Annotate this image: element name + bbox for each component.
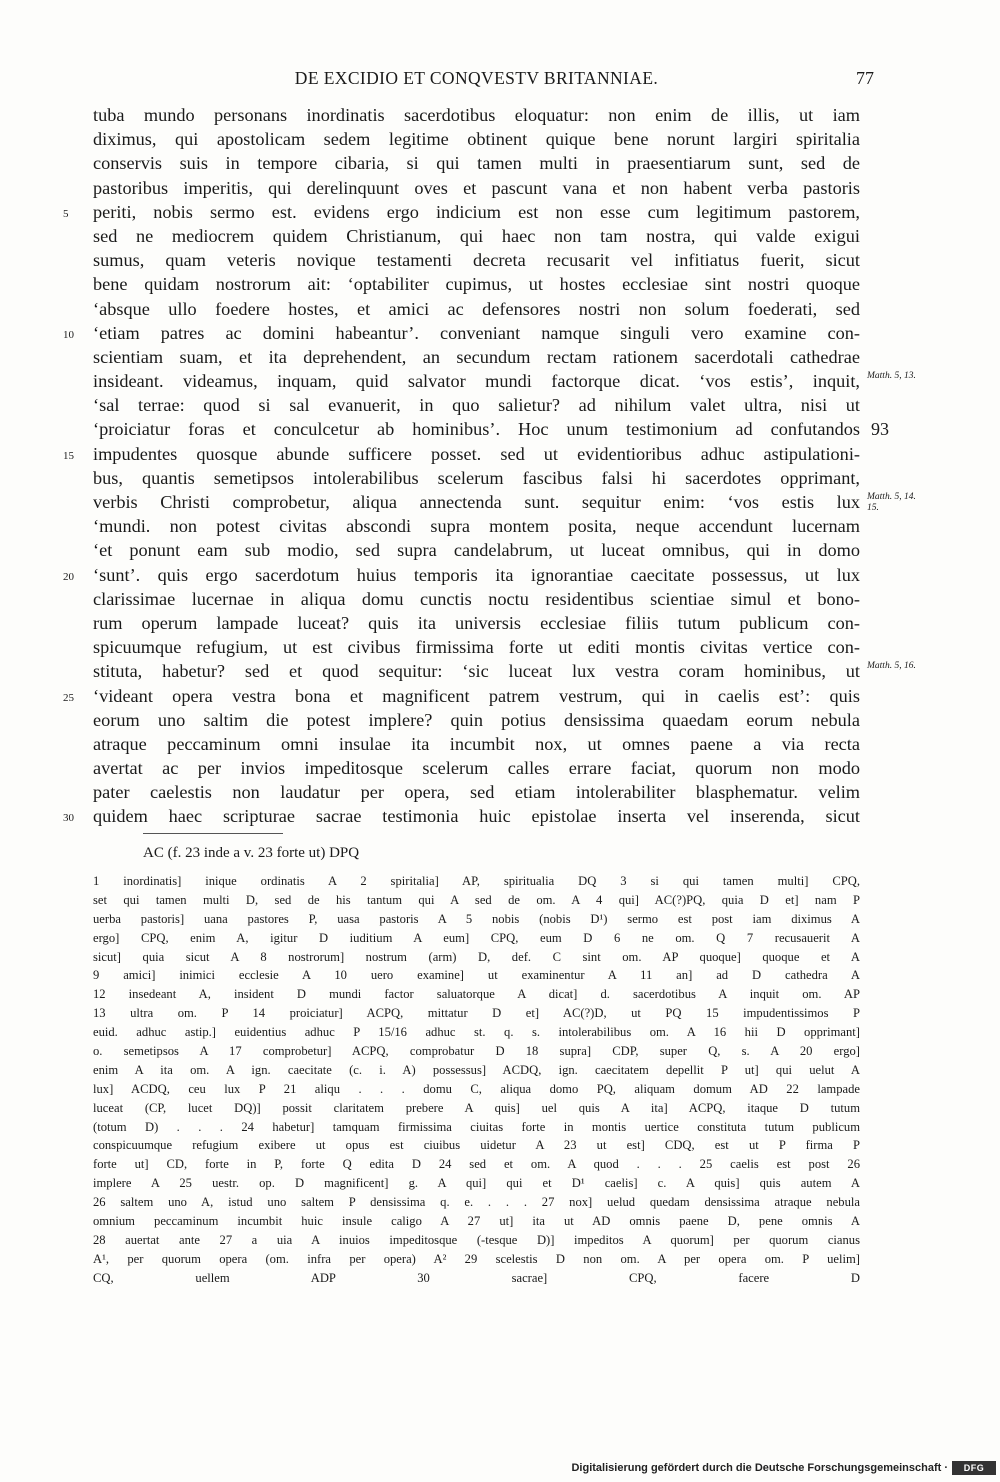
text-line	[63, 442, 860, 466]
apparatus-line: euid. adhuc astip.] euidentius adhuc P 15/16 adhuc st. q. s. intolerabilibus om. A 16 hii D opprimant]	[93, 1025, 860, 1040]
marginal-reference: Matth. 5, 14. 15.	[867, 492, 916, 513]
marginal-reference: Matth. 5, 13.	[867, 371, 916, 382]
text-line-content: eorum uno saltim die potest implere? quin potius densissima quaedam eorum nebula	[93, 709, 860, 730]
text-line	[93, 151, 860, 175]
text-line-content: pastoribus imperitis, qui derelinquunt oves et pascunt vana et non habent verba pastoris	[93, 177, 860, 198]
apparatus-line: omnium peccaminum incumbit huic insule caligo A 27 ut] ita ut AD omnis paene D, pene omnis A	[93, 1214, 860, 1229]
line-number: 30	[63, 812, 74, 825]
text-line	[93, 538, 860, 562]
apparatus-rule	[143, 833, 283, 834]
text-line	[93, 756, 860, 780]
line-number: 25	[63, 691, 74, 704]
apparatus-line: lux] ACDQ, ceu lux P 21 aliqu . . . domu C, aliqua domo PQ, aliquam domum AD 22 lampade	[93, 1081, 860, 1096]
apparatus-line: 12 insedeant A, insident D mundi factor saluatorque A dicat] d. sacerdotibus A inquit om. AP	[93, 987, 860, 1002]
text-line-content: impudentes quosque abunde sufficere posset. sed ut evidentioribus adhuc astipulationi-	[93, 443, 860, 464]
text-line-content: ‘proiciatur foras et conculcetur ab hominibus’. Hoc unum testimonium ad confutandos	[93, 419, 860, 440]
text-line-content: pater caelestis non laudatur per opera, sed etiam intolerabiliter blasphematur. velim	[93, 782, 860, 803]
apparatus-line: conspicuumque refugium exibere ut opus est ciuibus uidetur A 23 ut est] CDQ, est ut P firma P	[93, 1138, 860, 1153]
text-line	[63, 804, 860, 828]
text-line	[93, 732, 860, 756]
text-line-content: avertat ac per invios impeditosque scelerum calles errare faciat, quorum non modo	[93, 758, 860, 779]
text-line-content: conservis suis in tempore cibaria, si qui tamen multi in praesentiarum sunt, sed de	[93, 153, 860, 174]
text-line	[93, 345, 860, 369]
text-line	[93, 103, 860, 127]
text-line	[63, 563, 860, 587]
text-line-content: clarissimae lucernae in aliqua domu cunctis noctu residentibus scientiae simul et bono-	[93, 588, 860, 609]
text-line	[93, 611, 860, 635]
manuscript-sigla: AC (f. 23 inde a v. 23 forte ut) DPQ	[143, 845, 360, 861]
running-head	[93, 68, 874, 94]
text-line-content: ‘sunt’. quis ergo sacerdotum huius temporis ita ignorantiae caecitate possessus, ut lux	[93, 564, 860, 585]
text-line-content: bus, quantis semetipsos intolerabilibus scelerum fascibus falsi hi sacerdotes opprimant,	[93, 467, 860, 488]
page-number: 77	[856, 68, 874, 88]
footer-credit: Digitalisierung gefördert durch die Deutsche Forschungsgemeinschaft ·	[571, 1462, 948, 1474]
text-line	[63, 321, 860, 345]
text-line-content: ‘etiam patres ac domini habeantur’. conveniant namque singuli vero examine con-	[93, 322, 860, 343]
text-line	[93, 490, 916, 514]
apparatus-line: 28 auertat ante 27 a uia A inuios impeditosque (-tesque D)] impeditos A quorum] per quorum cianus	[93, 1232, 860, 1247]
text-line-content: ‘et ponunt eam sub modio, sed supra candelabrum, ut luceat omnibus, qui in domo	[93, 540, 860, 561]
apparatus-line: A¹, per quorum opera (om. infra per opera) A² 29 scelestis D non om. A per opera om. P uelim]	[93, 1251, 860, 1266]
dfg-logo: DFG	[952, 1461, 996, 1475]
text-line-content: sumus, quam veteris novique testamenti decreta recusarit vel infitiatus fuerit, sicut	[93, 250, 860, 271]
text-line-content: ‘videant opera vestra bona et magnificent patrem vestrum, qui in caelis est’: quis	[93, 685, 860, 706]
text-line-content: scientiam suam, et ita deprehendent, an secundum rectam rationem sacerdotali cathedrae	[93, 346, 860, 367]
text-line-content: diximus, qui apostolicam sedem legitime obtinent quique bene norunt largiri spiritalia	[93, 129, 860, 150]
text-line	[93, 635, 860, 659]
critical-apparatus	[93, 872, 860, 1288]
line-number: 20	[63, 570, 74, 583]
apparatus-line: luceat (CP, lucet DQ)] possit claritatem prebere A quis] uel quis A ita] ACPQ, itaque D tutum	[93, 1100, 860, 1115]
text-line-content: periti, nobis sermo est. evidens ergo indicium est non esse cum legitimum pastorem,	[93, 201, 860, 222]
apparatus-line: implere A 25 uestr. op. D magnificent] g. A qui] qui et D¹ caelis] c. A quis] quis autem A	[93, 1176, 860, 1191]
text-line-content: tuba mundo personans inordinatis sacerdotibus eloquatur: non enim de illis, ut iam	[93, 105, 860, 125]
apparatus-line: ergo] CPQ, enim A, igitur D iuditium A eum] CPQ, eum D 6 ne om. Q 7 recusauerit A	[93, 930, 860, 945]
text-line	[93, 176, 860, 200]
text-line-content: ‘mundi. non potest civitas abscondi supra montem posita, neque accendunt lucernam	[93, 516, 860, 537]
text-line-content: sed ne mediocrem quidem Christianum, qui haec non tam nostra, qui valde exigui	[93, 225, 860, 246]
text-line-content: atraque peccaminum omni insulae ita incumbit nox, ut omnes paene a via recta	[93, 733, 860, 754]
text-line-content: stituta, habetur? sed et quod sequitur: ‘sic luceat lux vestra coram hominibus, ut	[93, 661, 860, 682]
text-line	[63, 200, 860, 224]
text-line	[93, 708, 860, 732]
text-line	[93, 297, 860, 321]
text-line	[93, 587, 860, 611]
line-number: 15	[63, 449, 74, 462]
apparatus-line: uerba pastoris] uana pastores P, uasa pastoris A 5 nobis (nobis D¹) sermo est post iam diximus A	[93, 911, 860, 926]
text-line	[63, 684, 860, 708]
apparatus-line: CQ, uellem ADP 30 sacrae] CPQ, facere D	[93, 1270, 860, 1285]
marginal-reference: Matth. 5, 16.	[867, 661, 916, 672]
text-line	[93, 780, 860, 804]
text-line-content: ‘sal terrae: quod si sal evanuerit, in quo salietur? ad nihilum valet ultra, nisi ut	[93, 395, 860, 416]
apparatus-line: set qui tamen multi D, sed de his tantum qui A sed de om. A 4 qui] AC(?)PQ, quia D et] nam P	[93, 892, 860, 907]
text-line-content: verbis Christi comprobetur, aliqua annectenda sunt. sequitur enim: ‘vos estis lux	[93, 492, 860, 512]
apparatus-line: 13 ultra om. P 14 proiciatur] ACPQ, mittatur D et] AC(?)D, ut PQ 15 impudentissimos P	[93, 1006, 860, 1021]
apparatus-line: forte ut] CD, forte in P, forte Q edita D 24 sed et om. A quod . . . 25 caelis est post 26	[93, 1157, 860, 1172]
apparatus-line: sicut] quia sicut A 8 nostrorum] nostrum (arm) D, def. C sint om. AP quoque] quoque et A	[93, 949, 860, 964]
text-line	[93, 127, 860, 151]
text-line	[93, 272, 860, 296]
text-line	[93, 466, 860, 490]
text-line	[93, 393, 860, 417]
text-line	[93, 659, 916, 683]
apparatus-line: o. semetipsos A 17 comprobetur] ACPQ, comprobatur D 18 supra] CDP, super Q, s. A 20 ergo]	[93, 1044, 860, 1059]
running-title: DE EXCIDIO ET CONQVESTV BRITANNIAE.	[294, 68, 659, 88]
text-line-content: insideant. videamus, inquam, quid salvator mundi factorque dicat. ‘vos estis’, inquit,	[93, 371, 860, 392]
apparatus-line: enim A ita om. A ign. caecitate (c. i. A) possessus] ACDQ, ign. caecitatem depellit P ut] qui uelut A	[93, 1062, 860, 1077]
text-line	[93, 369, 916, 393]
text-line-content: quidem haec scripturae sacrae testimonia huic epistolae inserta vel inserenda, sicut	[93, 806, 860, 827]
apparatus-line: 26 saltem uno A, istud uno saltem P densissima q. e. . . . 27 nox] uelud quedam densissima atraque nebula	[93, 1195, 860, 1210]
main-text	[63, 103, 916, 829]
text-line	[93, 248, 860, 272]
line-number: 10	[63, 328, 74, 341]
text-line-content: rum operum lampade luceat? quis ita universis ecclesiae filiis tutum publicum con-	[93, 612, 860, 633]
edition-page-marker: 93	[871, 419, 889, 440]
apparatus-line: (totum D) . . . 24 habetur] tamquam firmissima ciuitas forte in montis uertice constituta tutum publicum	[93, 1119, 860, 1134]
text-line	[93, 417, 889, 441]
text-line-content: bene quidam nostrorum ait: ‘optabiliter cupimus, ut hostes ecclesiae sint nostri quoque	[93, 274, 860, 295]
text-line-content: ‘absque ullo foedere hostes, et amici ac defensores nostri non solum foederati, sed	[93, 298, 860, 319]
text-line	[93, 514, 860, 538]
apparatus-line: 9 amici] inimici ecclesie A 10 uero examine] ut examinentur A 11 an] ad D cathedra A	[93, 968, 860, 983]
line-number: 5	[63, 207, 69, 220]
text-line-content: spicuumque refugium, ut est civibus firmissima forte ut editi montis civitas vertice con-	[93, 637, 860, 658]
apparatus-line: 1 inordinatis] inique ordinatis A 2 spiritalia] AP, spiritualia DQ 3 si qui tamen multi] CPQ,	[93, 874, 860, 888]
text-line	[93, 224, 860, 248]
